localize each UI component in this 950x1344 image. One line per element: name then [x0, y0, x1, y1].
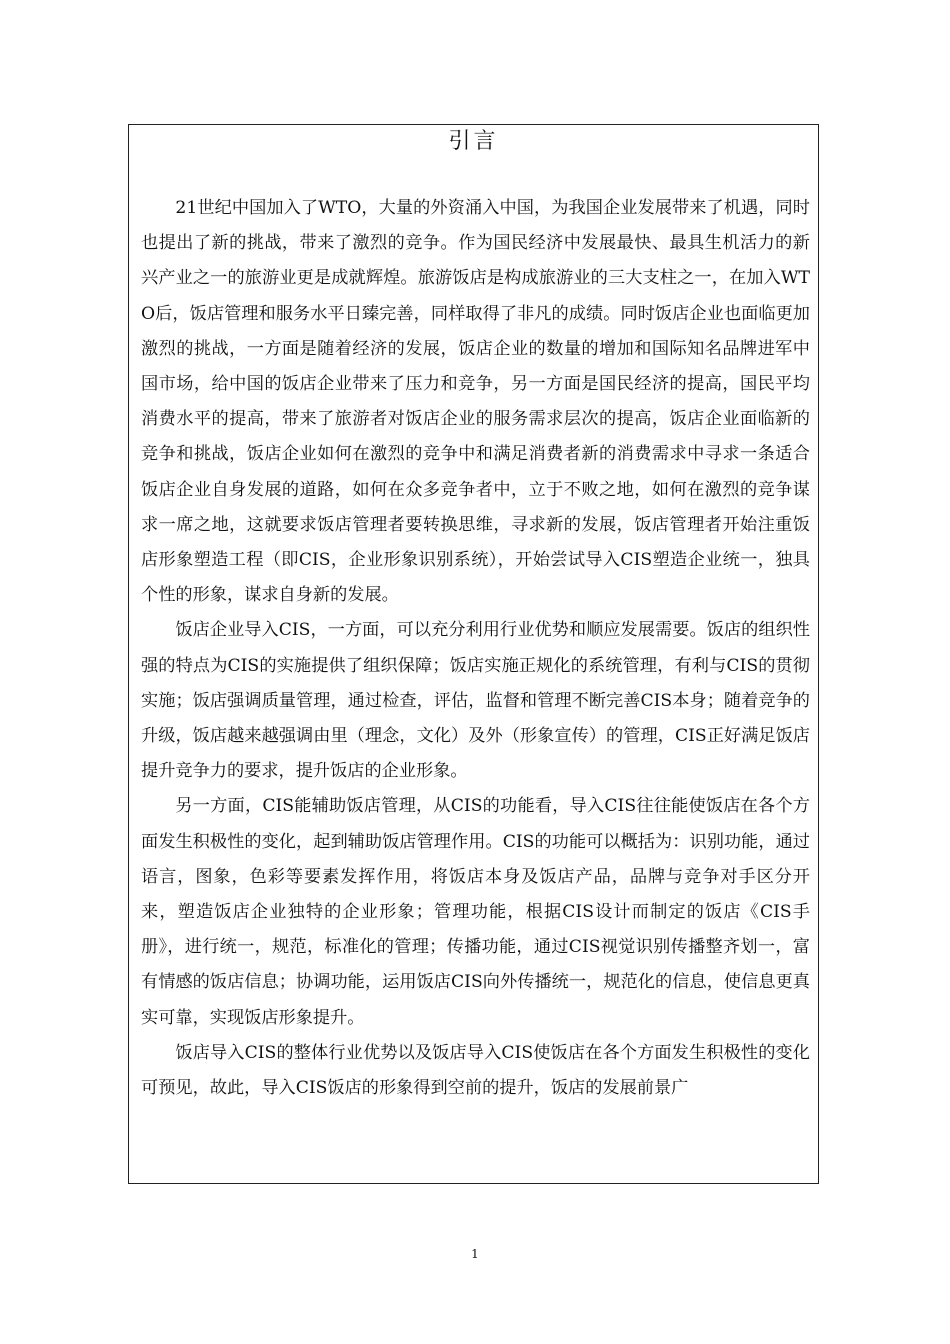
paragraph: 饭店企业导入CIS，一方面，可以充分利用行业优势和顺应发展需要。饭店的组织性强的特点为CIS的实施提供了组织保障；饭店实施正规化的系统管理，有利与CIS的贯彻实施；饭店强调质量管理，通过检查，评估，监督和管理不断完善CIS本身；随着竞争的升级，饭店越来越强调由里（理念，文化）及外（形象宣传）的管理，CIS正好满足饭店提升竞争力的要求，提升饭店的企业形象。	[141, 620, 810, 782]
page-number: 1	[471, 1247, 479, 1261]
body-text	[129, 177, 818, 1106]
content-frame	[128, 124, 819, 1184]
section-title: 引言	[448, 129, 499, 154]
paragraph: 21世纪中国加入了WTO，大量的外资涌入中国，为我国企业发展带来了机遇，同时也提出了新的挑战，带来了激烈的竞争。作为国民经济中发展最快、最具生机活力的新兴产业之一的旅游业更是成就辉煌。旅游饭店是构成旅游业的三大支柱之一，在加入WTO后，饭店管理和服务水平日臻完善，同样取得了非凡的成绩。同时饭店企业也面临更加激烈的挑战，一方面是随着经济的发展，饭店企业的数量的增加和国际知名品牌进军中国市场，给中国的饭店企业带来了压力和竞争，另一方面是国民经济的提高，国民平均消费水平的提高，带来了旅游者对饭店企业的服务需求层次的提高，饭店企业面临新的竞争和挑战，饭店企业如何在激烈的竞争中和满足消费者新的消费需求中寻求一条适合饭店企业自身发展的道路，如何在众多竞争者中，立于不败之地，如何在激烈的竞争谋求一席之地，这就要求饭店管理者要转换思维，寻求新的发展，饭店管理者开始注重饭店形象塑造工程（即CIS，企业形象识别系统），开始尝试导入CIS塑造企业统一，独具个性的形象，谋求自身新的发展。	[141, 198, 810, 606]
paragraph: 另一方面，CIS能辅助饭店管理，从CIS的功能看，导入CIS往往能使饭店在各个方面发生积极性的变化，起到辅助饭店管理作用。CIS的功能可以概括为：识别功能，通过语言，图象，色彩等要素发挥作用，将饭店本身及饭店产品，品牌与竞争对手区分开来，塑造饭店企业独特的企业形象；管理功能，根据CIS设计而制定的饭店《CIS手册》，进行统一，规范，标准化的管理；传播功能，通过CIS视觉识别传播整齐划一，富有情感的饭店信息；协调功能，运用饭店CIS向外传播统一，规范化的信息，使信息更真实可靠，实现饭店形象提升。	[141, 796, 810, 1028]
paragraph: 饭店导入CIS的整体行业优势以及饭店导入CIS使饭店在各个方面发生积极性的变化可预见，故此，导入CIS饭店的形象得到空前的提升，饭店的发展前景广	[141, 1042, 810, 1099]
